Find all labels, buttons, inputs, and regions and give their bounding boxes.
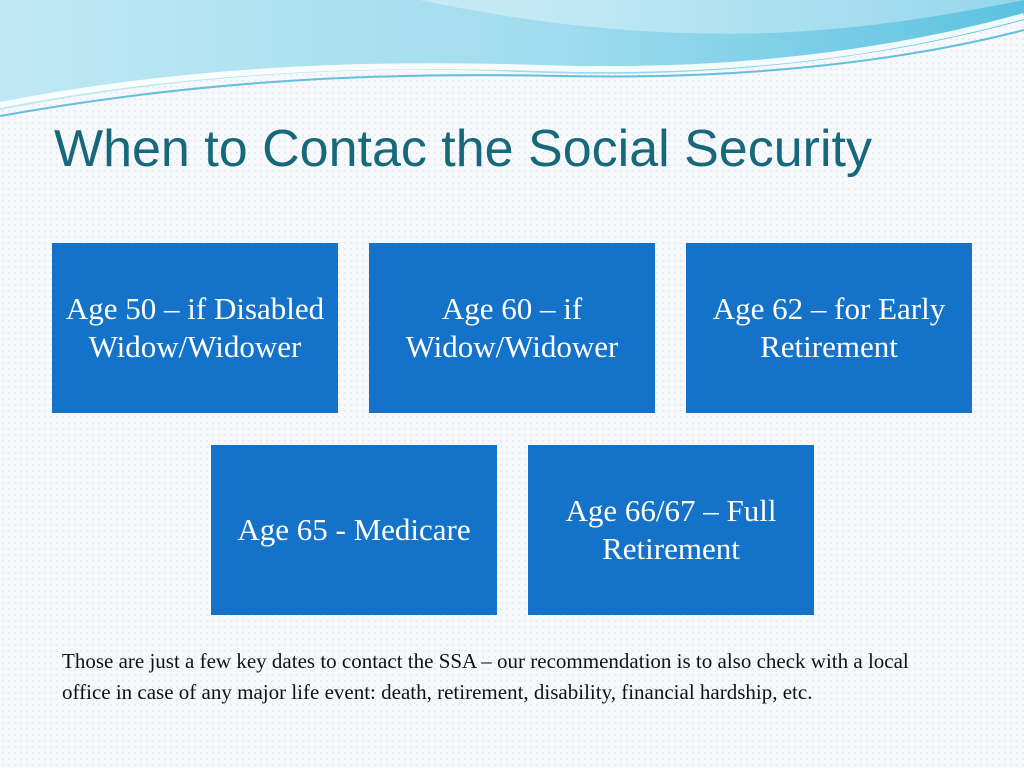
header-wave-decoration [0, 0, 1024, 120]
age-50-text: Age 50 – if Disabled Widow/Widower [65, 290, 325, 364]
age-60-box [369, 243, 655, 413]
age-65-text: Age 65 - Medicare [237, 511, 471, 547]
age-66-67-box [528, 445, 814, 615]
footnote-text: Those are just a few key dates to contact the SSA – our recommendation is to also check with a local office in case of any major life event: death, retirement, disability, financial hardship, etc. [62, 649, 909, 704]
age-65-box [211, 445, 497, 615]
age-62-text: Age 62 – for Early Retirement [712, 290, 946, 364]
age-66-67-text: Age 66/67 – Full Retirement [565, 492, 777, 566]
age-50-box [52, 243, 338, 413]
slide-title: When to Contac the Social Security [54, 120, 872, 178]
age-62-box [686, 243, 972, 413]
age-60-text: Age 60 – if Widow/Widower [405, 290, 619, 364]
